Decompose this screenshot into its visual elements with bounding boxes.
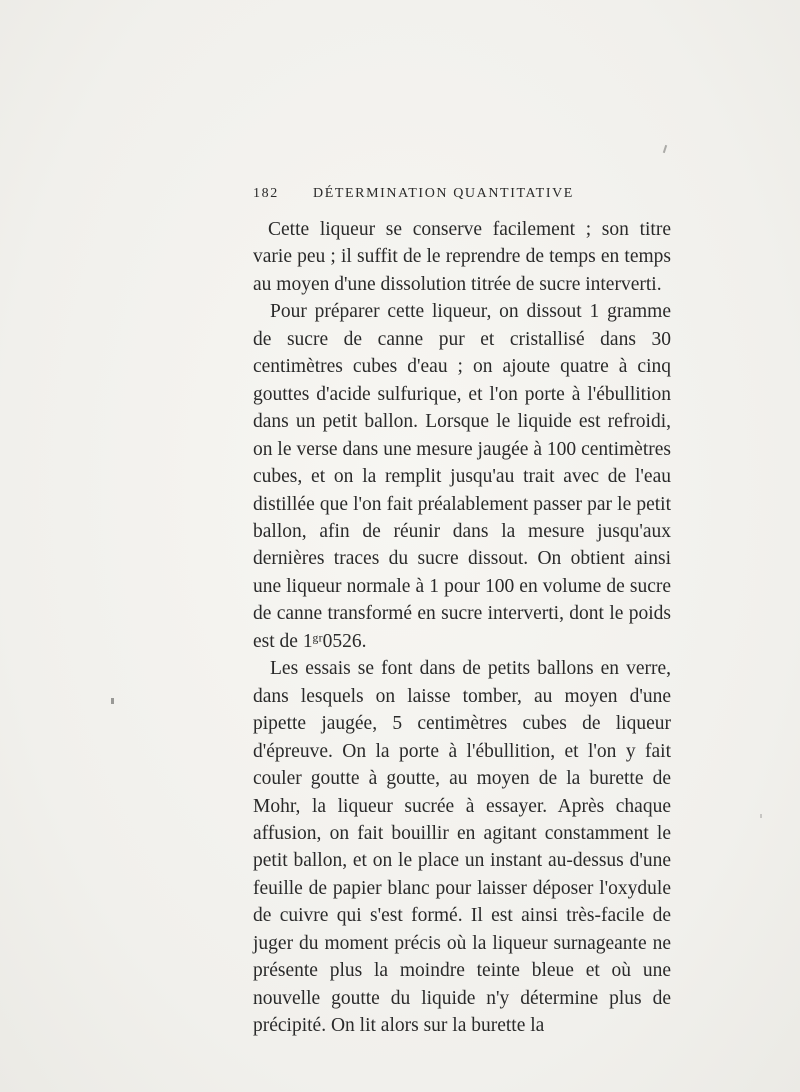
body-text [253,216,671,1040]
page-number: 182 [253,186,279,201]
paragraph: Les essais se font dans de petits ballons en verre, dans lesquels on laisse tomber, au moyen d'une pipette jaugée, 5 centimètres cubes de liqueur d'épreuve. On la porte à l'ébullition, et l'on y fait couler goutte à goutte, au moyen de la burette de Mohr, la liqueur sucrée à essayer. Après chaque affusion, on fait bouillir en agitant constamment le petit ballon, et on le place un instant au-dessus d'une feuille de papier blanc pour laisser déposer l'oxydule de cuivre qui s'est formé. Il est ainsi très-facile de juger du moment précis où la liqueur surnageante ne présente plus la moindre teinte bleue et où une nouvelle goutte du liquide n'y détermine plus de précipité. On lit alors sur la burette la [253,658,671,1037]
margin-ink-mark [760,814,762,818]
paragraph: Cette liqueur se conserve facilement ; son titre varie peu ; il suffit de le reprendre de temps en temps au moyen d'une dissolution titrée de sucre interverti. [253,219,671,295]
running-title: DÉTERMINATION QUANTITATIVE [313,186,574,201]
paragraph: Pour préparer cette liqueur, on dissout 1 gramme de sucre de canne pur et cristallisé dans 30 centimètres cubes d'eau ; on ajoute quatre à cinq gouttes d'acide sulfurique, et l'on porte à l'ébullition dans un petit ballon. Lorsque le liquide est refroidi, on le verse dans une mesure jaugée à 100 centimètres cubes, et on la remplit jusqu'au trait avec de l'eau distillée que l'on fait préalablement passer par le petit ballon, afin de réunir dans la mesure jusqu'aux dernières traces du sucre dissout. On obtient ainsi une liqueur normale à 1 pour 100 en volume de sucre de canne transformé en sucre interverti, dont le poids est de 1ᵍʳ0526. [253,301,671,652]
margin-ink-mark [663,145,667,153]
margin-ink-mark [111,698,114,704]
page-header [253,186,673,212]
